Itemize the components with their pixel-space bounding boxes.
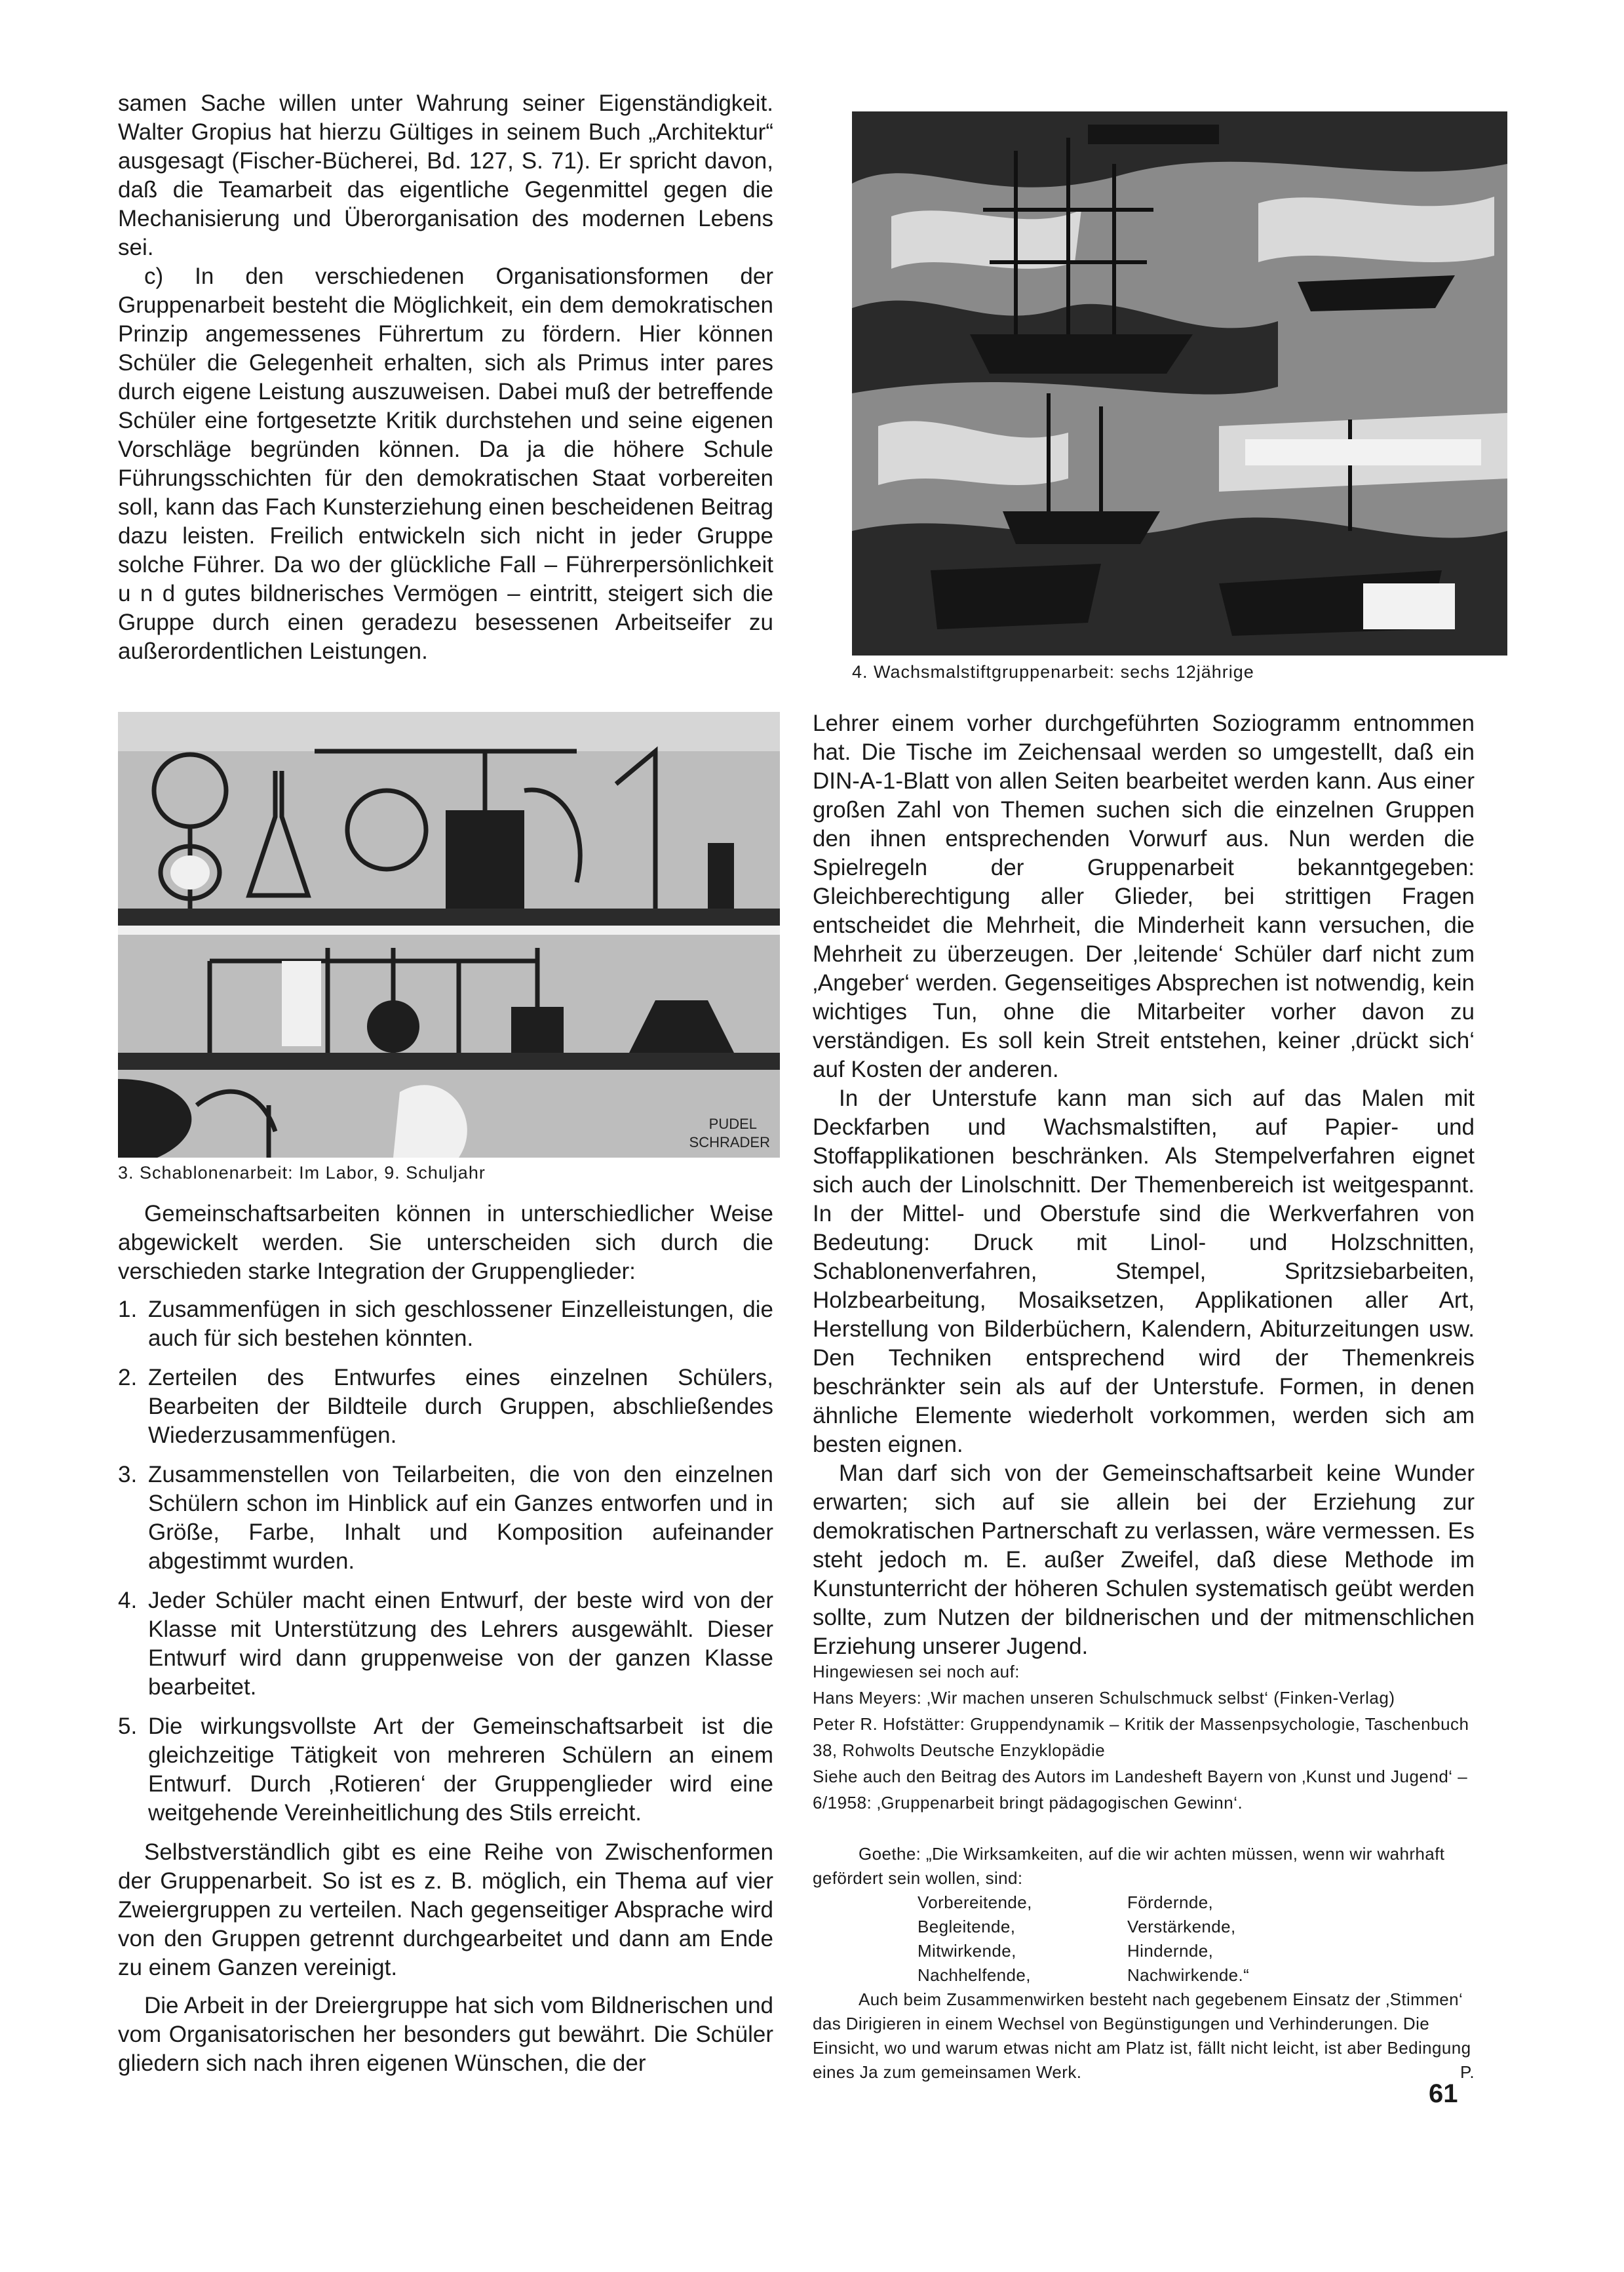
goethe-word: Hindernde, bbox=[1127, 1941, 1214, 1961]
ship-painting-image bbox=[852, 111, 1507, 656]
figure-4-ship-painting bbox=[852, 111, 1507, 656]
paragraph: samen Sache willen unter Wahrung seiner Eigenständigkeit. Walter Gropius hat hierzu Gültiges in seinem Buch „Architektur“ ausgesagt (Fischer-Bücherei, Bd. 127, S. 71). Er spricht davon, daß die Teamarbeit das eigentliche Gegenmittel gegen die Mechanisierung und Überorganisation des modernen Lebens sei. bbox=[118, 90, 773, 260]
reference-entry: Peter R. Hofstätter: Gruppendynamik – Kritik der Massenpsychologie, Taschenbuch 38, Rohwolts Deutsche Enzyklopädie bbox=[813, 1714, 1469, 1760]
reference-entry: Siehe auch den Beitrag des Autors im Landesheft Bayern von ‚Kunst und Jugend‘ – 6/1958: ‚Gruppenarbeit bringt pädagogischen Gewinn‘. bbox=[813, 1767, 1468, 1812]
goethe-word: Verstärkende, bbox=[1127, 1917, 1236, 1936]
page-number: 61 bbox=[1429, 2079, 1458, 2108]
list-number: 2. bbox=[118, 1365, 138, 1390]
list-item bbox=[118, 1712, 773, 1828]
goethe-word: Nachwirkende.“ bbox=[1127, 1965, 1250, 1985]
list-item bbox=[118, 1363, 773, 1450]
list-number: 4. bbox=[118, 1588, 138, 1613]
reference-entry: Hans Meyers: ‚Wir machen unseren Schulschmuck selbst‘ (Finken-Verlag) bbox=[813, 1688, 1395, 1708]
paragraph: Selbstverständlich gibt es eine Reihe von Zwischenformen der Gruppenarbeit. So ist es z. B. möglich, ein Thema auf vier Zweiergruppen zu verteilen. Nach gegenseitiger Absprache wird von den Gruppen getrennt durchgearbeitet und dann am Ende zu einem Ganzen vereinigt. bbox=[118, 1839, 773, 1980]
goethe-word: Nachhelfende, bbox=[918, 1965, 1031, 1985]
list-number: 3. bbox=[118, 1462, 138, 1487]
list-text: Zusammenstellen von Teilarbeiten, die von den einzelnen Schülern schon im Hinblick auf ein Ganzes entworfen und in Größe, Farbe, Inhalt und Komposition aufeinander abgestimmt wurden. bbox=[148, 1462, 773, 1574]
goethe-word: Mitwirkende, bbox=[918, 1941, 1016, 1961]
method-list bbox=[118, 1295, 773, 1828]
figure-3-laboratory-print bbox=[118, 712, 780, 1158]
goethe-word: Fördernde, bbox=[1127, 1892, 1214, 1912]
left-bottom-text bbox=[118, 1200, 773, 2078]
left-top-text bbox=[118, 89, 773, 666]
goethe-word: Vorbereitende, bbox=[918, 1892, 1032, 1912]
figure-3-signature-line2: SCHRADER bbox=[689, 1134, 770, 1150]
list-number: 1. bbox=[118, 1297, 138, 1322]
list-text: Jeder Schüler macht einen Entwurf, der beste wird von der Klasse mit Unterstützung des Lehrers ausgewählt. Dieser Entwurf wird dann gruppenweise von der ganzen Klasse bearbeitet. bbox=[148, 1588, 773, 1700]
references-intro: Hingewiesen sei noch auf: bbox=[813, 1662, 1020, 1681]
figure-3-signature-line1: PUDEL bbox=[708, 1116, 757, 1132]
paragraph: Lehrer einem vorher durchgeführten Soziogramm entnommen hat. Die Tische im Zeichensaal werden so umgestellt, daß ein DIN-A-1-Blatt von allen Seiten bearbeitet werden kann. Aus einer großen Zahl von Themen suchen sich die einzelnen Gruppen den ihnen entsprechenden Vorwurf aus. Nun werden die Spielregeln der Gruppenarbeit bekanntgegeben: Gleichberechtigung aller Glieder, bei strittigen Fragen entscheidet die Mehrheit, die Minderheit kann versuchen, die Mehrheit zu überzeugen. Der ‚leitende‘ Schüler darf nicht zum ‚Angeber‘ werden. Gegenseitiges Absprechen ist notwendig, kein wichtiges Tun, ohne die Mitarbeiter vorher davon zu verständigen. Es soll kein Streit entstehen, keiner ‚drückt sich‘ auf Kosten der anderen. bbox=[813, 711, 1475, 1082]
goethe-signature: P. bbox=[1460, 2062, 1475, 2082]
list-text: Zusammenfügen in sich geschlossener Einzelleistungen, die auch für sich bestehen könnten. bbox=[148, 1297, 773, 1351]
goethe-closing-text: Auch beim Zusammenwirken besteht nach gegebenem Einsatz der ‚Stimmen‘ das Dirigieren in einem Wechsel von Begünstigungen und Verhinderungen. Die Einsicht, wo und warum etwas nicht am Platz ist, fällt nicht leicht, ist aber Bedingung eines Ja zum gemeinsamen Werk. bbox=[813, 1989, 1471, 2082]
laboratory-image bbox=[118, 712, 780, 1158]
references bbox=[813, 1658, 1475, 1816]
goethe-intro: Goethe: „Die Wirksamkeiten, auf die wir achten müssen, wenn wir wahrhaft gefördert sein wollen, sind: bbox=[813, 1844, 1445, 1888]
figure-4-caption: 4. Wachsmalstiftgruppenarbeit: sechs 12jährige bbox=[852, 662, 1254, 682]
right-column-text bbox=[813, 709, 1475, 1661]
list-item bbox=[118, 1460, 773, 1576]
paragraph: Man darf sich von der Gemeinschaftsarbeit keine Wunder erwarten; sich auf sie allein bei der Erziehung zur demokratischen Partnerschaft zu verlassen, wäre vermessen. Es steht jedoch m. E. außer Zweifel, daß diese Methode im Kunstunterricht der höheren Schulen systematisch geübt werden sollte, zum Nutzen der bildnerischen und der mitmenschlichen Erziehung unserer Jugend. bbox=[813, 1460, 1475, 1659]
list-number: 5. bbox=[118, 1714, 138, 1739]
goethe-quote bbox=[813, 1842, 1475, 2085]
paragraph: In der Unterstufe kann man sich auf das Malen mit Deckfarben und Wachsmalstiften, auf Papier- und Stoffapplikationen beschränken. Als Stempelverfahren eignet sich auch der Linolschnitt. Der Themenbereich ist weitgespannt. In der Mittel- und Oberstufe sind die Werkverfahren von Bedeutung: Druck mit Linol- und Holzschnitten, Schablonenverfahren, Stempel, Spritzsiebarbeiten, Holzbearbeitung, Mosaiksetzen, Applikationen aller Art, Herstellung von Bilderbüchern, Kalendern, Abiturzeitungen usw. Den Techniken entsprechend wird der Themenkreis beschränkter sein als auf der Unterstufe. Formen, in denen ähnliche Elemente wiederholt vorkommen, werden sich am besten eignen. bbox=[813, 1086, 1475, 1457]
list-text: Die wirkungsvollste Art der Gemeinschaftsarbeit ist die gleichzeitige Tätigkeit von mehreren Schülern an einem Entwurf. Durch ‚Rotieren‘ der Gruppenglieder wird eine weitgehende Vereinheitlichung des Stils erreicht. bbox=[148, 1714, 773, 1826]
goethe-word: Begleitende, bbox=[918, 1917, 1016, 1936]
paragraph: c) In den verschiedenen Organisationsformen der Gruppenarbeit besteht die Möglichkeit, ein dem demokratischen Prinzip angemessenes Führertum zu fördern. Hier können Schüler die Gelegenheit erhalten, sich als Primus inter pares durch eigene Leistung auszuweisen. Dabei muß der betreffende Schüler eine fortgesetzte Kritik durchstehen und seine eigenen Vorschläge begründen können. Da ja die höhere Schule Führungsschichten für den demokratischen Staat vorbereiten soll, kann das Fach Kunsterziehung einen bescheidenen Beitrag dazu leisten. Freilich entwickeln sich nicht in jeder Gruppe solche Führer. Da wo der glückliche Fall – Führerpersönlichkeit u n d gutes bildnerisches Vermögen – eintritt, steigert sich die Gruppe durch einen geradezu besessenen Arbeitseifer zu außerordentlichen Leistungen. bbox=[118, 264, 773, 664]
figure-3-caption: 3. Schablonenarbeit: Im Labor, 9. Schuljahr bbox=[118, 1163, 486, 1183]
goethe-word-grid bbox=[918, 1890, 1475, 1988]
list-text: Zerteilen des Entwurfes eines einzelnen Schülers, Bearbeiten der Bildteile durch Gruppen, abschließendes Wiederzusammenfügen. bbox=[148, 1365, 773, 1448]
intro-paragraph: Gemeinschaftsarbeiten können in unterschiedlicher Weise abgewickelt werden. Sie unterscheiden sich durch die verschieden starke Integration der Gruppenglieder: bbox=[118, 1201, 773, 1284]
goethe-closing bbox=[813, 1988, 1475, 2085]
paragraph: Die Arbeit in der Dreiergruppe hat sich vom Bildnerischen und vom Organisatorischen her besonders gut bewährt. Die Schüler gliedern sich nach ihren eigenen Wünschen, die der bbox=[118, 1993, 773, 2076]
list-item bbox=[118, 1295, 773, 1353]
list-item bbox=[118, 1586, 773, 1702]
